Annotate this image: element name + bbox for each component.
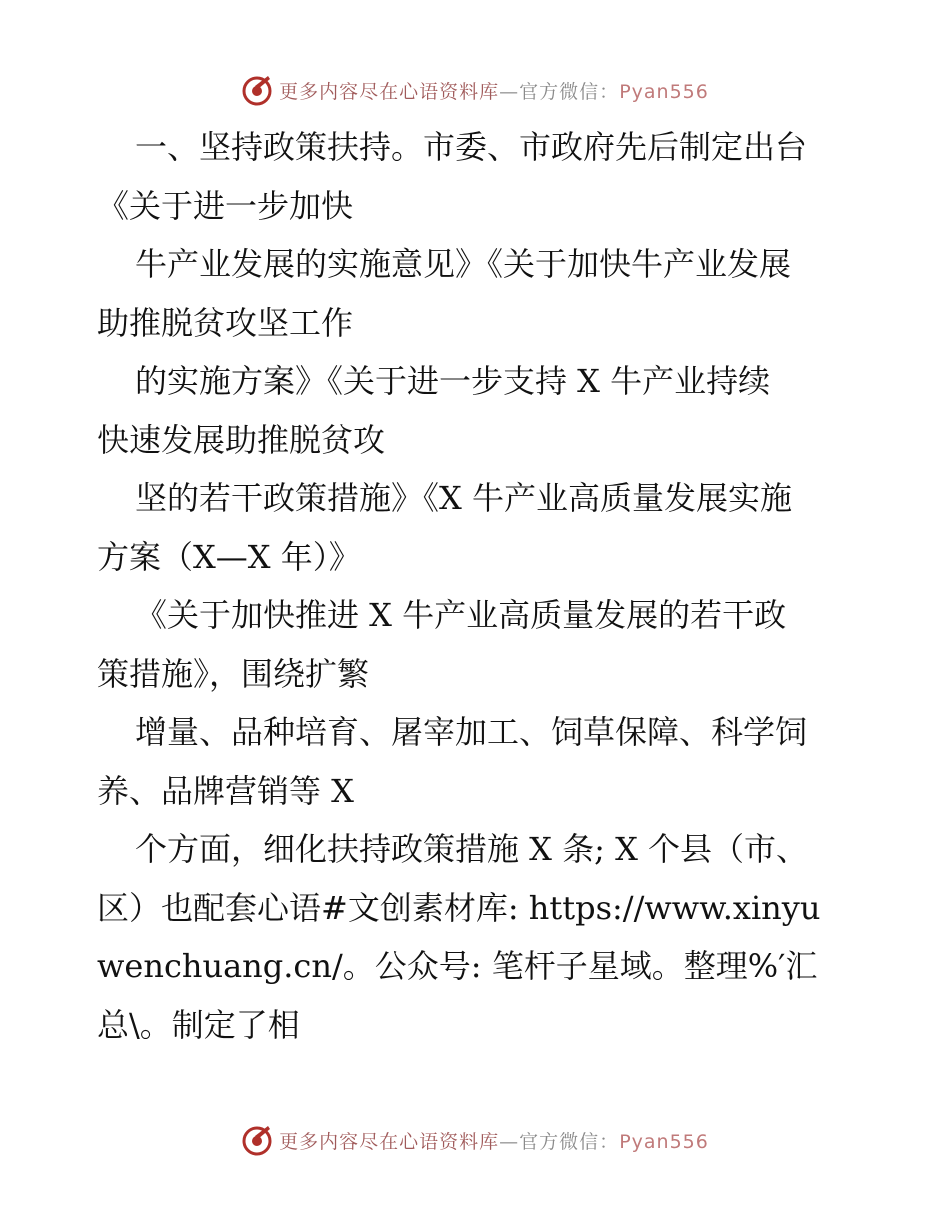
footer-banner-wechat-id: Pyan556 — [619, 1130, 709, 1153]
body-line: 快速发展助推脱贫攻 — [97, 420, 386, 459]
body-line: 助推脱贫攻坚工作 — [97, 303, 354, 342]
header-banner — [0, 70, 950, 110]
brand-logo-icon — [241, 1124, 273, 1156]
body-line: 策措施》，围绕扩繁 — [97, 654, 370, 693]
document-body — [97, 118, 857, 1054]
header-banner-wechat-label: 官方微信： — [519, 80, 620, 103]
body-line: 坚的若干政策措施》《X 牛产业高质量发展实施 — [135, 479, 792, 517]
body-line: 总\。制定了相 — [97, 1005, 300, 1044]
footer-banner-text — [279, 1127, 709, 1154]
body-line: 方案（X—X 年）》 — [97, 537, 361, 576]
body-line: 一、坚持政策扶持。市委、市政府先后制定出台 — [135, 128, 808, 166]
header-banner-wechat-id: Pyan556 — [619, 80, 709, 103]
body-line: 个方面，细化扶持政策措施 X 条; X 个县（市、 — [135, 830, 809, 868]
footer-banner-main: 更多内容尽在心语资料库 — [279, 1130, 500, 1153]
body-line: 养、品牌营销等 X — [97, 771, 354, 810]
body-line: wenchuang.cn/。公众号: 笔杆子星域。整理%′汇 — [97, 947, 818, 985]
footer-banner — [0, 1120, 950, 1160]
brand-logo-icon — [241, 74, 273, 106]
header-banner-separator: — — [499, 80, 520, 103]
footer-banner-separator: — — [499, 1130, 520, 1153]
body-line: 牛产业发展的实施意见》《关于加快牛产业发展 — [135, 245, 792, 283]
body-line: 的实施方案》《关于进一步支持 X 牛产业持续 — [135, 362, 771, 400]
body-line: 《关于进一步加快 — [97, 186, 354, 225]
footer-banner-wechat-label: 官方微信： — [519, 1130, 620, 1153]
body-line: 《关于加快推进 X 牛产业高质量发展的若干政 — [135, 596, 787, 634]
body-line: 增量、品种培育、屠宰加工、饲草保障、科学饲 — [135, 713, 808, 751]
header-banner-main: 更多内容尽在心语资料库 — [279, 80, 500, 103]
header-banner-text — [279, 77, 709, 104]
body-line: 区）也配套心语#文创素材库: https://www.xinyu — [97, 888, 821, 927]
